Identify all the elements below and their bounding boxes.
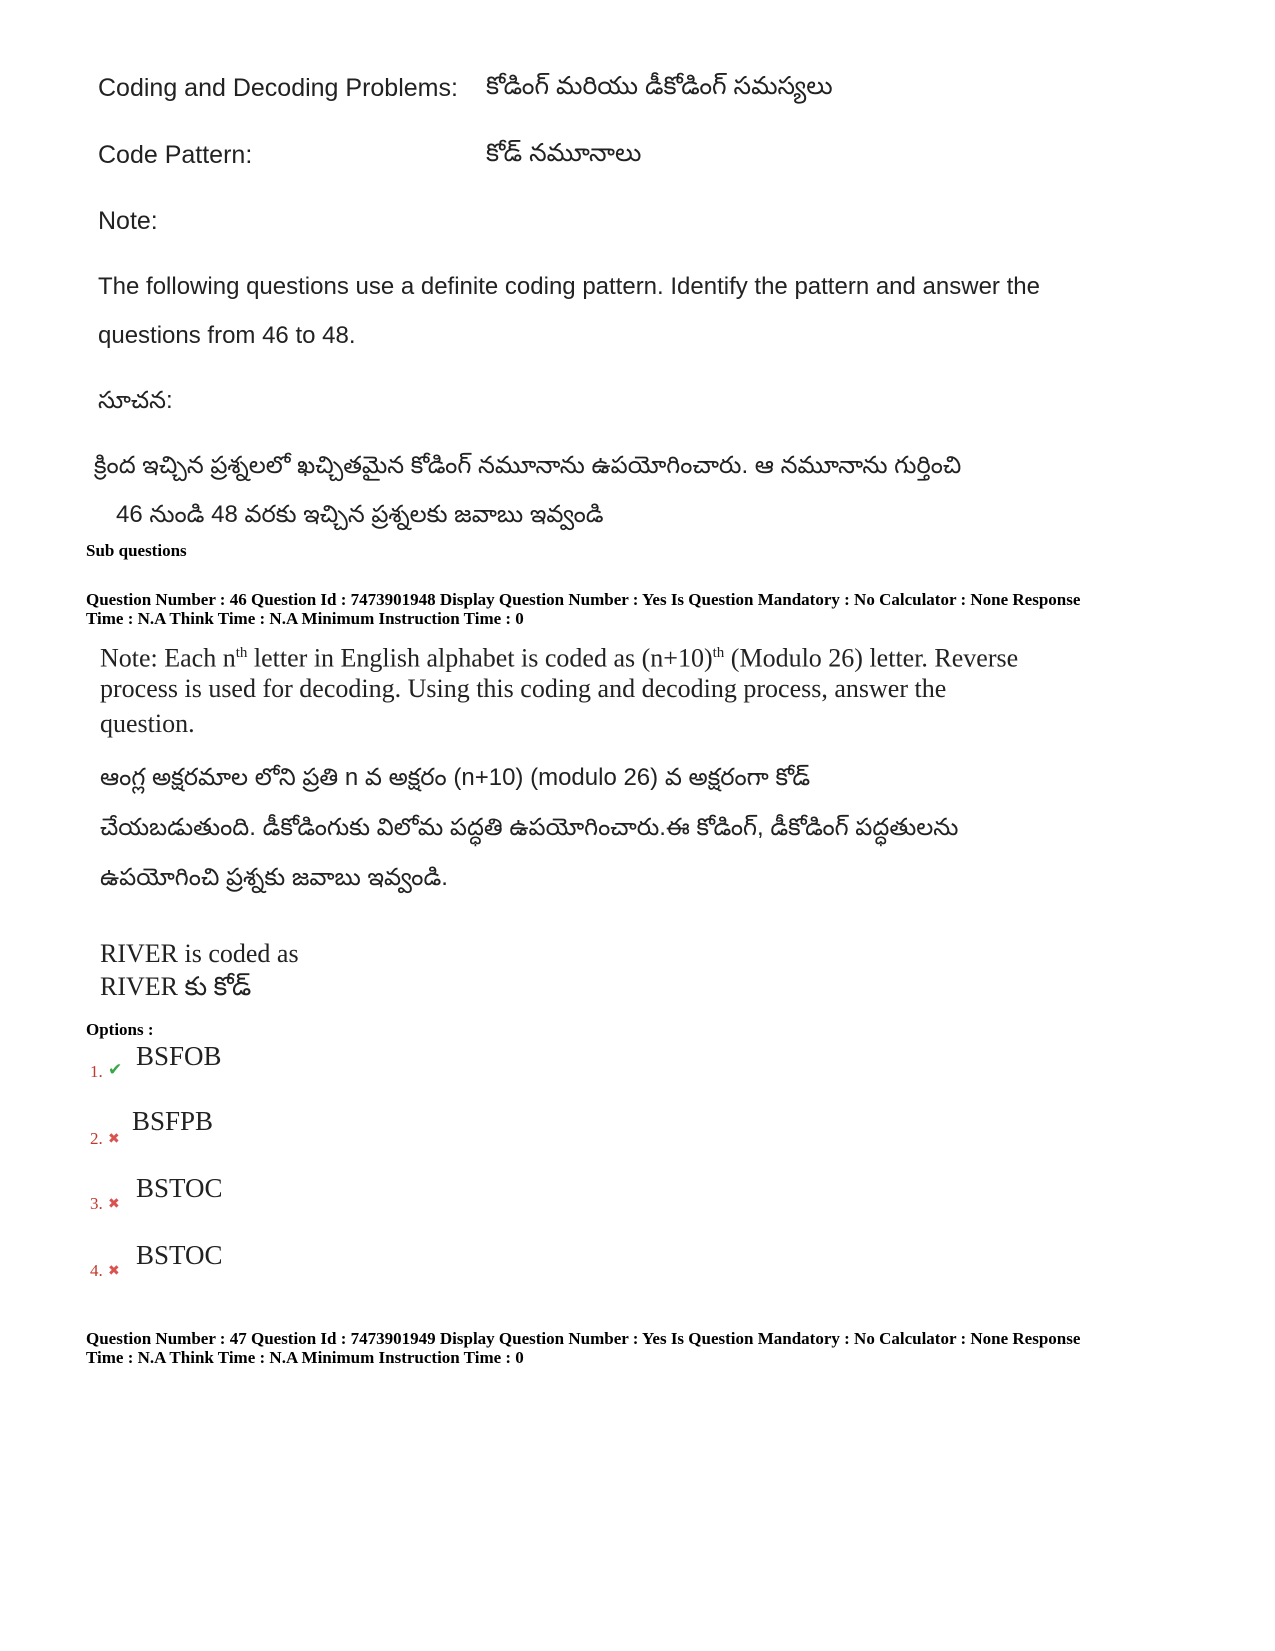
option-1-text: BSFOB: [136, 1041, 222, 1071]
option-1-number: 1.: [90, 1062, 103, 1081]
code-pattern-label: Code Pattern:: [98, 141, 253, 169]
question-47-meta-line-1: Question Number : 47 Question Id : 7473901949 Display Question Number : Yes Is Question Mandatory : No Calculator : None Response: [86, 1329, 1081, 1348]
option-2[interactable]: [90, 1106, 310, 1149]
option-4-number: 4.: [90, 1261, 103, 1280]
question-46-telugu-line-1: ఆంగ్ల అక్షరమాల లోని ప్రతి n వ అక్షరం (n+10) (modulo 26) వ అక్షరంగా కోడ్: [100, 764, 811, 791]
suchana-line-1: క్రింద ఇచ్చిన ప్రశ్నలలో ఖచ్చితమైన కోడింగ్ నమూనాను ఉపయోగించారు. ఆ నమూనాను గుర్తించి: [94, 452, 962, 479]
question-47-meta-line-2: Time : N.A Think Time : N.A Minimum Instruction Time : 0: [86, 1348, 524, 1367]
option-3-text: BSTOC: [136, 1173, 223, 1203]
option-2-number: 2.: [90, 1129, 103, 1148]
question-46-meta-line-2: Time : N.A Think Time : N.A Minimum Instruction Time : 0: [86, 609, 524, 628]
question-46-meta-line-1: Question Number : 46 Question Id : 7473901948 Display Question Number : Yes Is Question Mandatory : No Calculator : None Response: [86, 590, 1081, 609]
note-label: Note:: [98, 207, 158, 235]
option-4-text: BSTOC: [136, 1240, 223, 1270]
question-46-stem-english: RIVER is coded as: [100, 939, 299, 968]
note-superscript-1: th: [235, 645, 248, 661]
code-pattern-telugu: కోడ్ నమూనాలు: [486, 139, 642, 167]
wrong-cross-icon: ✖: [108, 1196, 120, 1212]
question-46-stem-telugu: RIVER కు కోడ్: [100, 972, 252, 1001]
question-46-note-line-2: process is used for decoding. Using this coding and decoding process, answer the: [100, 674, 947, 703]
option-2-text: BSFPB: [132, 1106, 214, 1136]
suchana-label: సూచన:: [98, 387, 173, 414]
note-text-part-1: Note: Each n: [100, 643, 236, 673]
correct-check-icon: ✔: [108, 1060, 123, 1080]
question-46-telugu-line-2: చేయబడుతుంది. డీకోడింగుకు విలోమ పద్ధతి ఉపయోగించారు.ఈ కోడింగ్, డీకోడింగ్ పద్ధతులను: [100, 814, 959, 841]
instruction-line-1: The following questions use a definite coding pattern. Identify the pattern and answer the: [98, 273, 1040, 300]
sub-questions-label: Sub questions: [86, 541, 187, 560]
option-3[interactable]: [90, 1174, 310, 1214]
wrong-cross-icon: ✖: [108, 1131, 120, 1147]
question-46-telugu-line-3: ఉపయోగించి ప్రశ్నకు జవాబు ఇవ్వండి.: [100, 864, 448, 891]
instruction-line-2: questions from 46 to 48.: [98, 322, 356, 349]
wrong-cross-icon: ✖: [108, 1263, 120, 1279]
question-46-note-line-3: question.: [100, 709, 195, 738]
suchana-line-2: 46 నుండి 48 వరకు ఇచ్చిన ప్రశ్నలకు జవాబు ఇవ్వండి: [116, 501, 604, 528]
note-text-part-3: (Modulo 26) letter. Reverse: [724, 643, 1019, 673]
note-superscript-2: th: [712, 645, 725, 661]
options-label: Options :: [86, 1020, 154, 1039]
option-1[interactable]: [90, 1042, 310, 1082]
coding-decoding-telugu: కోడింగ్ మరియు డీకోడింగ్ సమస్యలు: [486, 72, 833, 100]
coding-decoding-label: Coding and Decoding Problems:: [98, 74, 458, 102]
note-text-part-2: letter in English alphabet is coded as (n+10): [247, 643, 713, 673]
option-3-number: 3.: [90, 1194, 103, 1213]
option-4[interactable]: [90, 1241, 310, 1281]
